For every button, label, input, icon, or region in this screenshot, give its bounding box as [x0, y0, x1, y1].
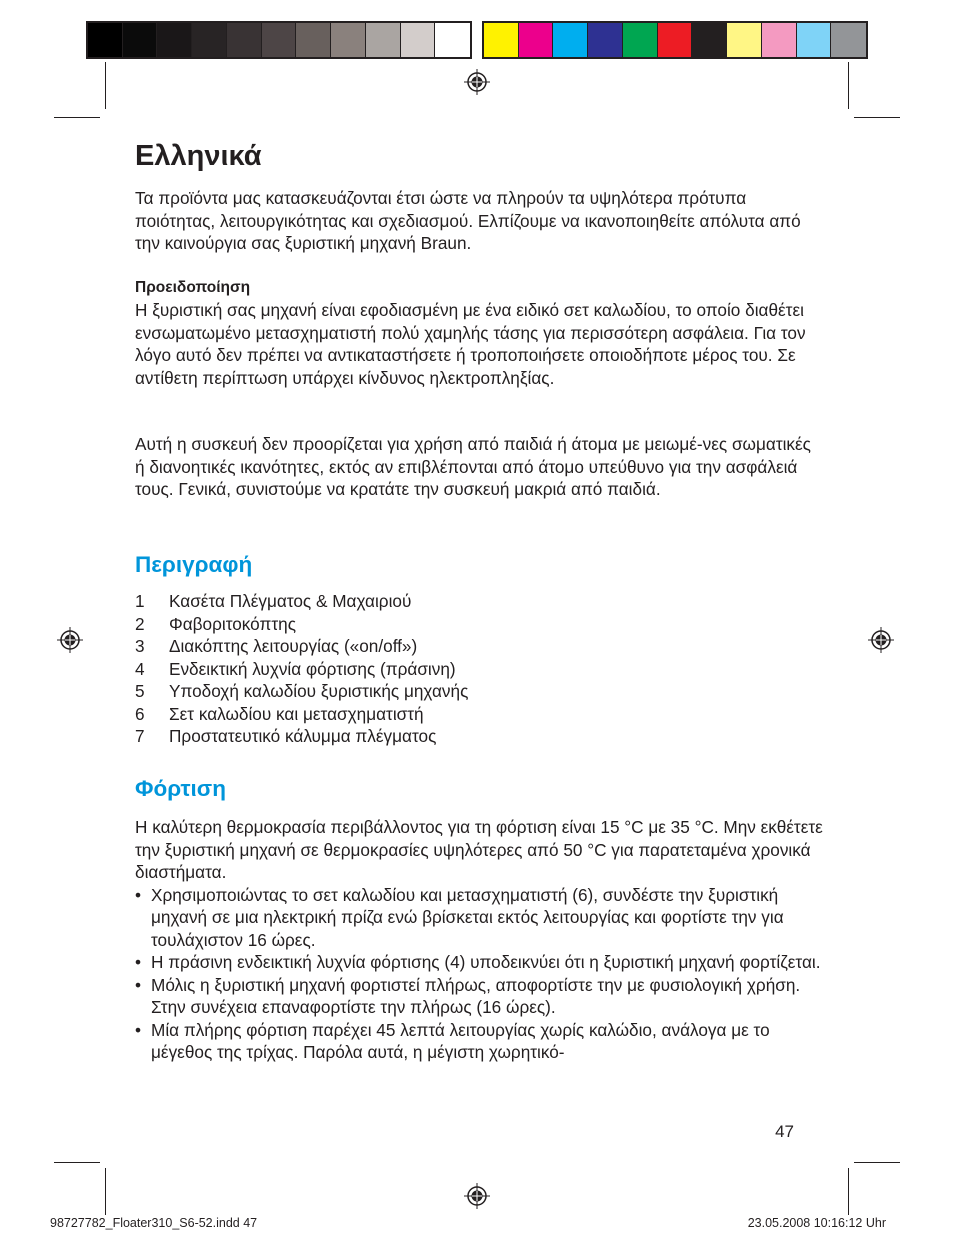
description-item-number: 4	[135, 658, 145, 679]
description-item-label: Κασέτα Πλέγματος & Μαχαιριού	[169, 591, 412, 611]
bullet-icon: •	[135, 1019, 142, 1040]
page-number: 47	[775, 1122, 794, 1141]
slug-filename: 98727782_Floater310_S6-52.indd 47	[50, 1216, 258, 1230]
bullet-icon: •	[135, 952, 142, 972]
charging-bullet	[135, 951, 825, 974]
description-heading: Περιγραφή	[135, 552, 253, 577]
charging-bullet-text: Μόλις η ξυριστική μηχανή φορτιστεί πλήρως, αποφορτίστε την με φυσιολογική χρήση. Στην συνέχεια επαναφορτίστε την πλήρως (16 ώρες).	[151, 974, 801, 1017]
color-swatch	[296, 23, 331, 57]
crop-mark-bottom-right-horizontal	[854, 1162, 900, 1163]
description-item-number: 7	[135, 726, 145, 746]
description-item	[135, 680, 825, 703]
description-item-number: 2	[135, 613, 145, 634]
charging-bullet-list	[135, 884, 825, 1064]
color-swatch	[123, 23, 158, 57]
description-item-number: 3	[135, 636, 145, 656]
registration-mark-icon	[464, 69, 490, 95]
page-title: Ελληνικά	[135, 140, 262, 172]
description-item-number: 6	[135, 703, 145, 724]
color-swatch	[484, 23, 519, 57]
color-swatch	[553, 23, 588, 57]
description-block	[135, 590, 825, 748]
crop-mark-top-right-horizontal	[854, 117, 900, 118]
warning-heading: Προειδοποίηση	[135, 279, 251, 296]
warning-block	[135, 277, 825, 389]
description-item-number: 1	[135, 591, 145, 611]
color-swatch	[727, 23, 762, 57]
charging-intro: Η καλύτερη θερμοκρασία περιβάλλοντος για τη φόρτιση είναι 15 °C με 35 °C. Μην εκθέτετε την ξυριστική μηχανή σε θερμοκρασίες υψηλότερες από 50 °C για παρατεταμένα χρονικά διαστήματα.	[135, 817, 823, 882]
color-swatch	[519, 23, 554, 57]
description-item	[135, 635, 825, 658]
description-item-label: Ενδεικτική λυχνία φόρτισης (πράσινη)	[169, 658, 456, 679]
color-swatch	[227, 23, 262, 57]
crop-mark-top-left-horizontal	[54, 117, 100, 118]
description-item-label: Προστατευτικό κάλυμμα πλέγματος	[169, 726, 437, 746]
children-paragraph: Αυτή η συσκευή δεν προορίζεται για χρήση από παιδιά ή άτομα με μειωμέ-νες σωματικές ή διανοητικές ικανότητες, εκτός αν επιβλέπονται από άτομο υπεύθυνο για την ασφάλειά τους. Γενικά, συνιστούμε να κρατάτε την συσκευή μακριά από παιδιά.	[135, 434, 811, 499]
color-calibration-bar	[482, 21, 868, 59]
charging-bullet-text: Χρησιμοποιώντας το σετ καλωδίου και μετασχηματιστή (6), συνδέστε την ξυριστική μηχανή σε μια ηλεκτρική πρίζα ενώ βρίσκεται εκτός λειτουργίας και φορτίστε την για τουλάχιστον 16 ώρες.	[151, 884, 784, 950]
charging-bullet-text: Η πράσινη ενδεικτική λυχνία φόρτισης (4) υποδεικνύει ότι η ξυριστική μηχανή φορτίζεται.	[151, 952, 821, 972]
description-list	[135, 590, 825, 748]
slug-date: 23.05.2008 10:16:12 Uhr	[747, 1216, 886, 1230]
crop-mark-bottom-left-vertical	[105, 1168, 106, 1215]
description-item	[135, 658, 825, 681]
color-swatch	[88, 23, 123, 57]
color-swatch	[831, 23, 866, 57]
color-swatch	[588, 23, 623, 57]
children-block	[135, 433, 825, 501]
charging-block	[135, 816, 825, 1064]
charging-bullet-text: Μία πλήρης φόρτιση παρέχει 45 λεπτά λειτουργίας χωρίς καλώδιο, ανάλογα με το μέγεθος της τρίχας. Παρόλα αυτά, η μέγιστη χωρητικό-	[151, 1019, 770, 1062]
color-swatch	[623, 23, 658, 57]
description-item	[135, 613, 825, 636]
description-item-label: Φαβοριτοκόπτης	[169, 613, 296, 634]
bullet-icon: •	[135, 974, 142, 995]
color-swatch	[435, 23, 470, 57]
charging-bullet	[135, 884, 825, 952]
crop-mark-top-right-vertical	[848, 62, 849, 109]
description-item-number: 5	[135, 681, 145, 701]
color-swatch	[157, 23, 192, 57]
color-swatch	[658, 23, 693, 57]
color-swatch	[797, 23, 832, 57]
description-item-label: Σετ καλωδίου και μετασχηματιστή	[169, 703, 424, 724]
warning-paragraph: Η ξυριστική σας μηχανή είναι εφοδιασμένη με ένα ειδικό σετ καλωδίου, το οποίο διαθέτει ενσωματωμένο μετασχηματιστή πολύ χαμηλής τάσης για περισσότερη ασφάλεια. Για τον λόγο αυτό δεν πρέπει να αντικαταστήσετε ή τροποποιήσετε οποιοδήποτε μέρος του. Σε αντίθετη περίπτωση υπάρχει κίνδυνος ηλεκτροπληξίας.	[135, 300, 806, 388]
registration-mark-icon	[464, 1183, 490, 1209]
color-swatch	[262, 23, 297, 57]
registration-mark-icon	[868, 627, 894, 653]
crop-mark-top-left-vertical	[105, 62, 106, 109]
color-swatch	[192, 23, 227, 57]
crop-mark-bottom-left-horizontal	[54, 1162, 100, 1163]
charging-bullet	[135, 974, 825, 1019]
description-item	[135, 725, 825, 748]
description-item-label: Υποδοχή καλωδίου ξυριστικής μηχανής	[169, 681, 469, 701]
color-swatch	[692, 23, 727, 57]
intro-block	[135, 187, 825, 255]
bullet-icon: •	[135, 884, 142, 905]
crop-mark-bottom-right-vertical	[848, 1168, 849, 1215]
description-item	[135, 703, 825, 726]
charging-bullet	[135, 1019, 825, 1064]
description-item-label: Διακόπτης λειτουργίας («on/off»)	[169, 636, 418, 656]
color-swatch	[401, 23, 436, 57]
color-swatch	[331, 23, 366, 57]
intro-paragraph: Τα προϊόντα μας κατασκευάζονται έτσι ώστε να πληρούν τα υψηλότερα πρότυπα ποιότητας, λειτουργικότητας και σχεδιασμού. Ελπίζουμε να ικανοποιηθείτε απόλυτα από την καινούργια σας ξυριστική μηχανή Braun.	[135, 188, 801, 253]
description-item	[135, 590, 825, 613]
color-swatch	[762, 23, 797, 57]
registration-mark-icon	[57, 627, 83, 653]
color-swatch	[366, 23, 401, 57]
charging-heading: Φόρτιση	[135, 776, 226, 801]
grayscale-calibration-bar	[86, 21, 472, 59]
